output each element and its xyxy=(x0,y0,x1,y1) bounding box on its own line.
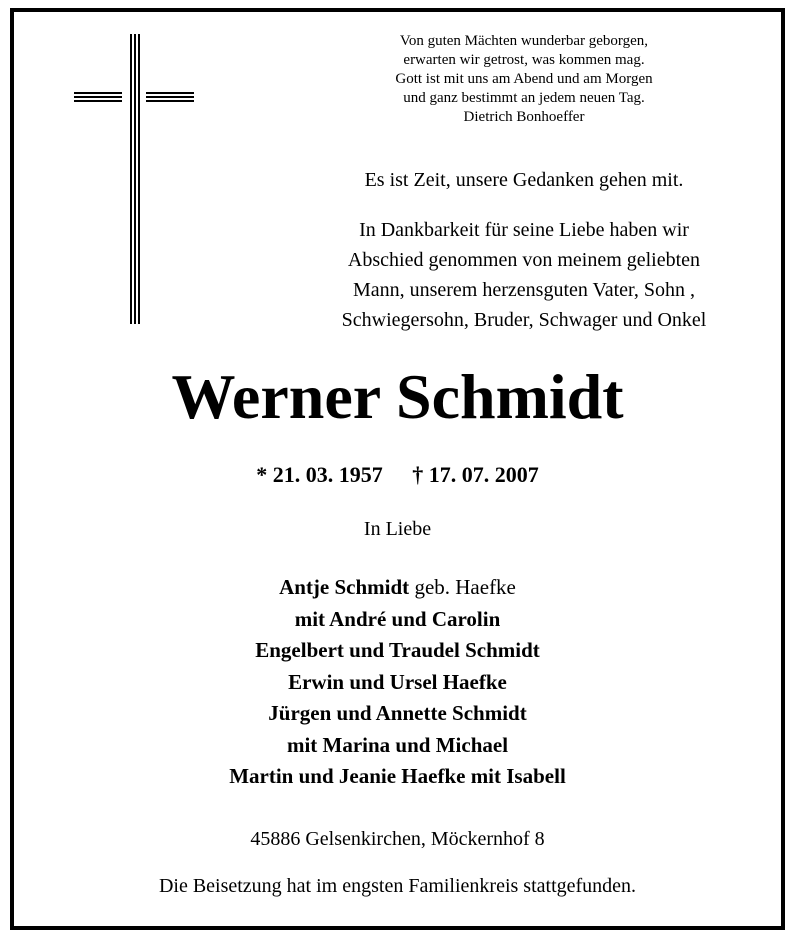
family-line: mit André und Carolin xyxy=(294,606,501,631)
life-dates xyxy=(14,460,781,490)
poem-author: Dietrich Bonhoeffer xyxy=(463,109,585,125)
poem-line: Gott ist mit uns am Abend und am Morgen xyxy=(395,71,653,87)
poem xyxy=(314,32,734,127)
poem-line: und ganz bestimmt an jedem neuen Tag. xyxy=(403,90,645,106)
deceased-name: Werner Schmidt xyxy=(171,361,624,432)
death-date: † 17. 07. 2007 xyxy=(412,462,539,487)
family-first-name: Antje Schmidt xyxy=(279,575,410,599)
family-line: Engelbert und Traudel Schmidt xyxy=(255,638,540,662)
family-first-suffix: geb. Haefke xyxy=(414,575,516,599)
family-line: Martin und Jeanie Haefke mit Isabell xyxy=(229,764,566,788)
address: 45886 Gelsenkirchen, Möckernhof 8 xyxy=(250,828,545,850)
family-line: Jürgen und Annette Schmidt xyxy=(268,701,527,725)
in-love-label: In Liebe xyxy=(363,518,432,540)
cross-icon xyxy=(74,34,194,324)
intro-line: Schwiegersohn, Bruder, Schwager und Onkel xyxy=(341,309,707,331)
lead-sentence: Es ist Zeit, unsere Gedanken gehen mit. xyxy=(364,169,684,191)
family-list xyxy=(14,572,781,793)
intro-line: Mann, unserem herzensguten Vater, Sohn , xyxy=(352,279,696,301)
burial-note: Die Beisetzung hat im engsten Familienkreis stattgefunden. xyxy=(158,875,637,897)
intro-line: Abschied genommen von meinem geliebten xyxy=(347,249,701,271)
intro-line: In Dankbarkeit für seine Liebe haben wir xyxy=(359,219,689,241)
intro-text xyxy=(284,215,764,335)
poem-line: Von guten Mächten wunderbar geborgen, xyxy=(399,33,649,49)
obituary-frame xyxy=(10,8,785,930)
family-line: mit Marina und Michael xyxy=(286,732,509,757)
poem-line: erwarten wir getrost, was kommen mag. xyxy=(403,52,645,68)
family-line: Erwin und Ursel Haefke xyxy=(288,669,507,694)
birth-date: * 21. 03. 1957 xyxy=(256,462,383,487)
family-line xyxy=(14,572,781,604)
